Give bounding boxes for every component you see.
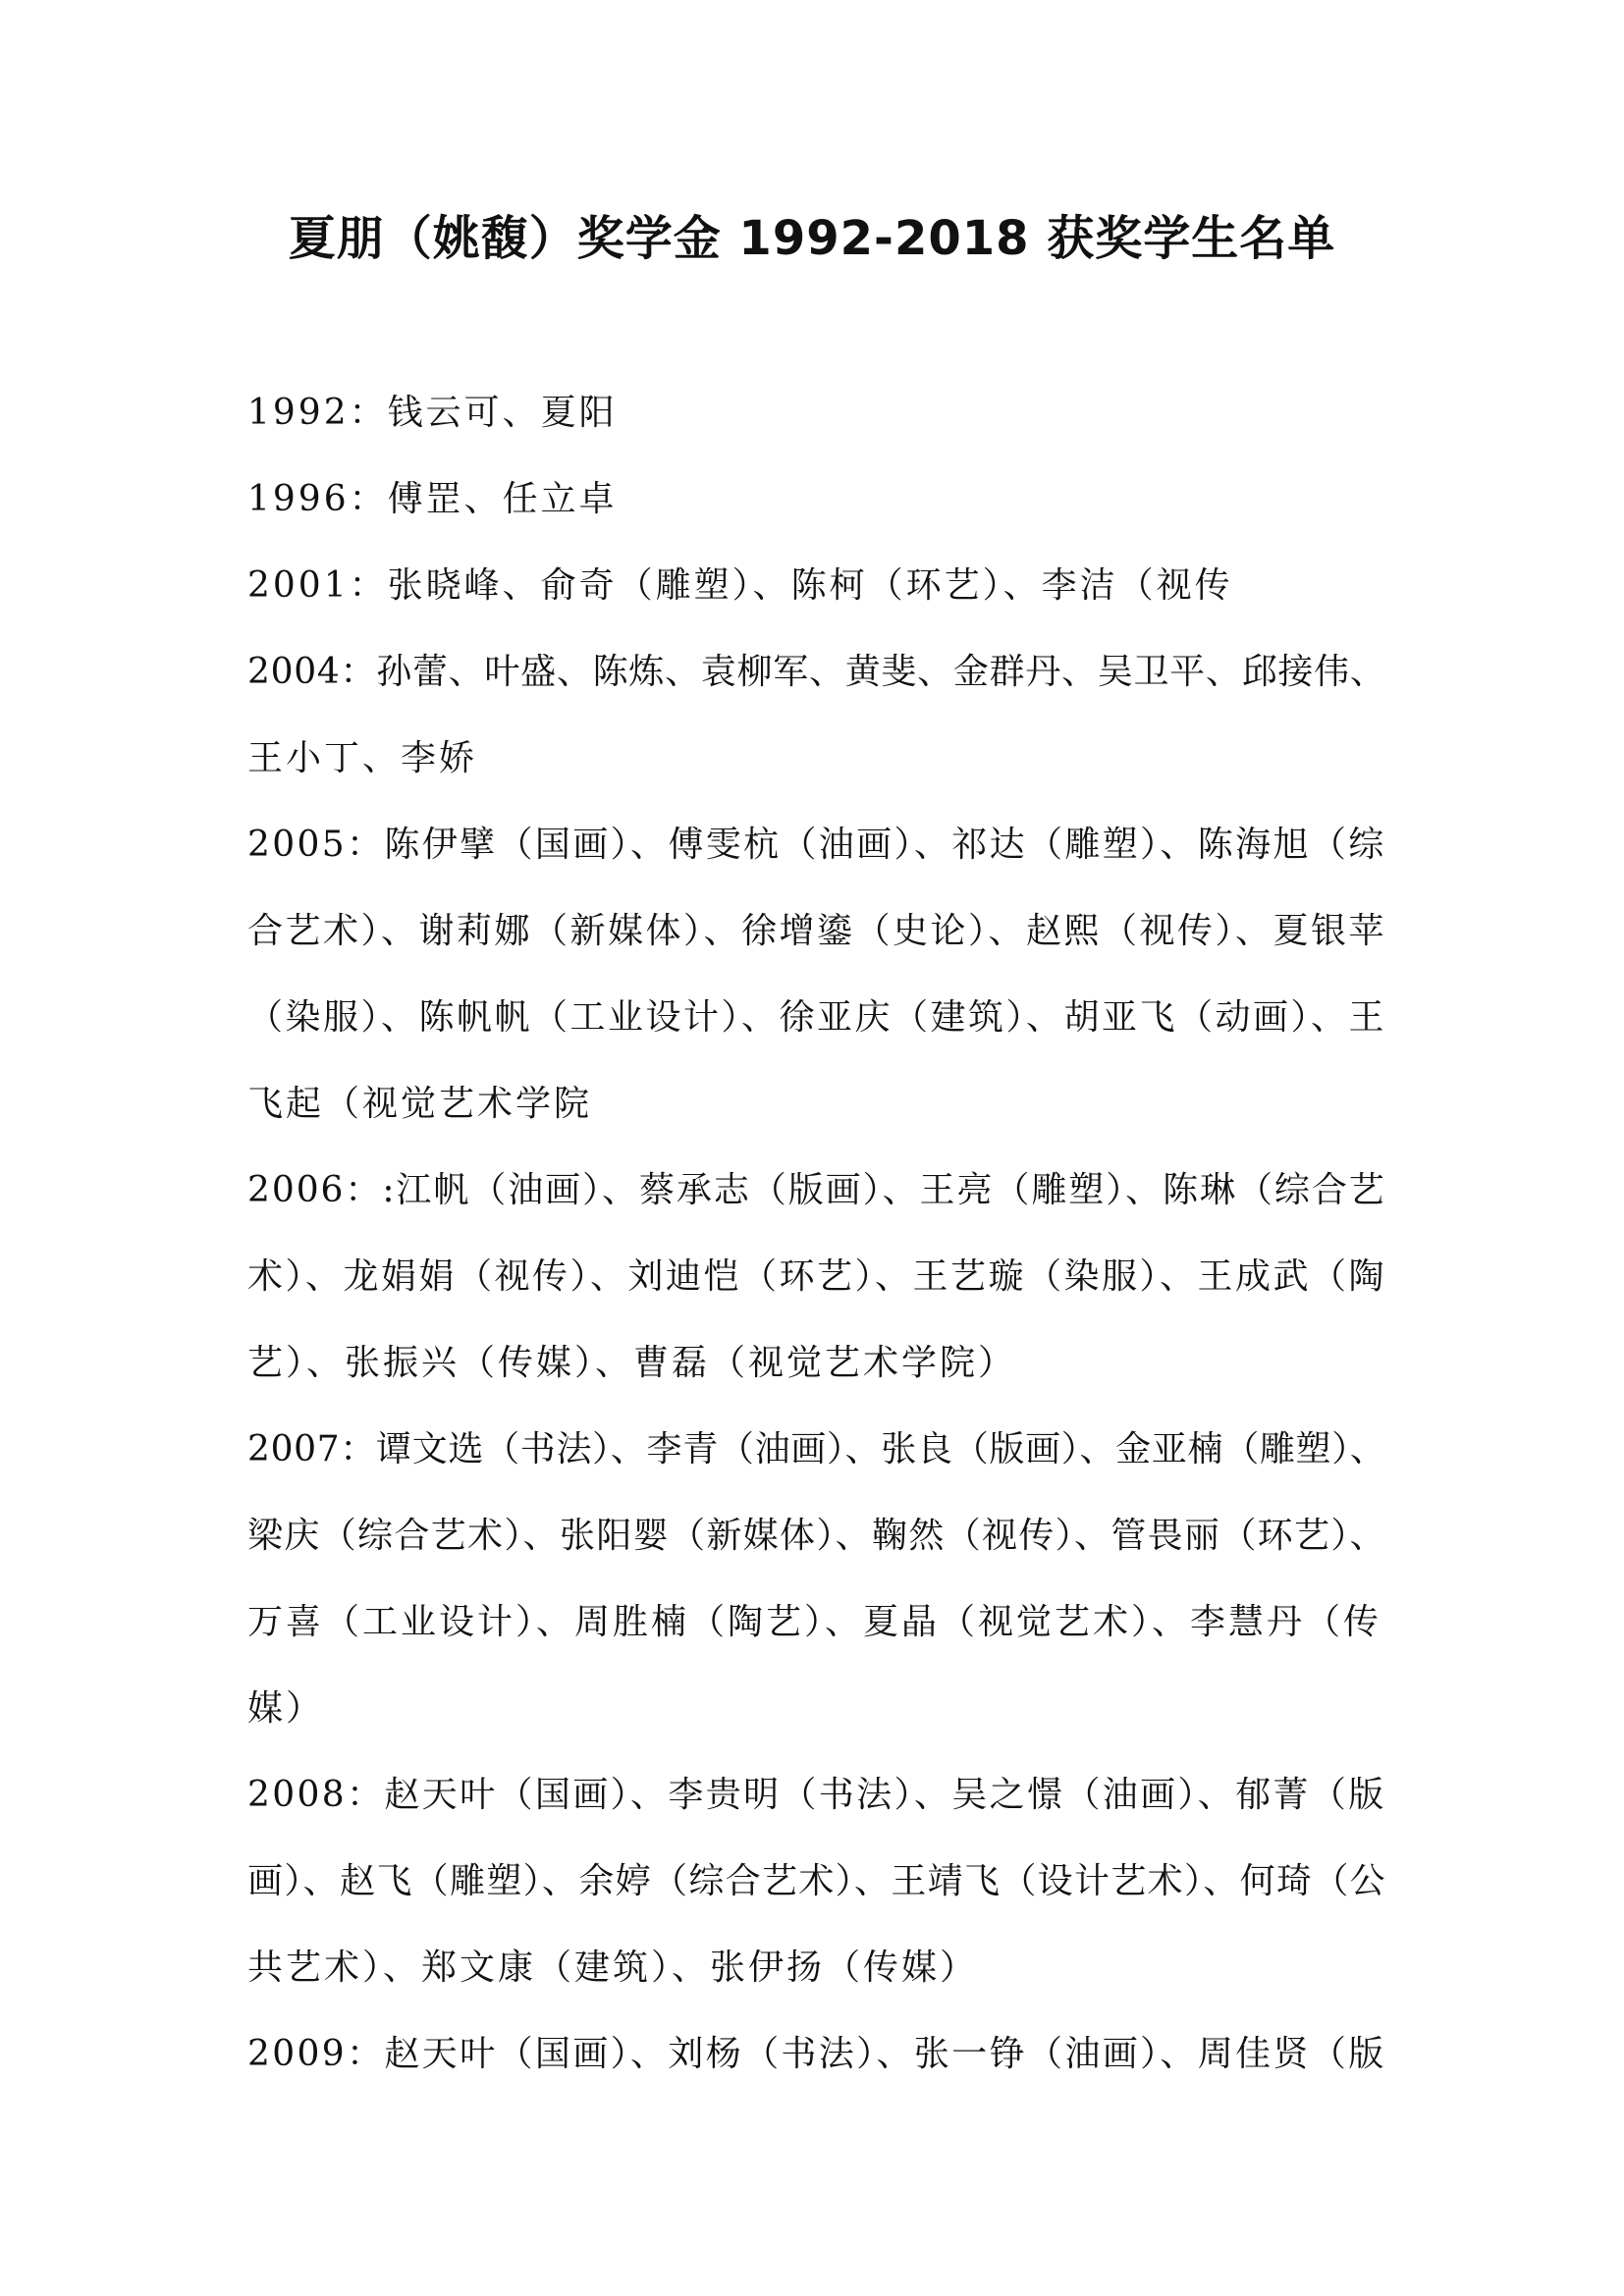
award-line-2004: 2004：孙蕾、叶盛、陈炼、袁柳军、黄斐、金群丹、吴卫平、邱接伟、 <box>247 652 1386 692</box>
award-line-2004-cont: 王小丁、李娇 <box>247 738 478 778</box>
award-line-2006-cont: 术）、龙娟娟（视传）、刘迪恺（环艺）、王艺璇（染服）、王成武（陶 <box>247 1256 1387 1297</box>
award-line-2006: 2006：:江帆（油画）、蔡承志（版画）、王亮（雕塑）、陈琳（综合艺 <box>247 1170 1386 1210</box>
award-line-2007-cont: 梁庆（综合艺术）、张阳婴（新媒体）、鞠然（视传）、管畏丽（环艺）、 <box>247 1516 1387 1556</box>
award-line-1996: 1996：傅罡、任立卓 <box>247 479 618 519</box>
award-line-2005: 2005：陈伊擘（国画）、傅雯杭（油画）、祁达（雕塑）、陈海旭（综 <box>247 825 1386 865</box>
award-line-2007: 2007：谭文选（书法）、李青（油画）、张良（版画）、金亚楠（雕塑）、 <box>247 1429 1386 1469</box>
award-line-2005-cont: （染服）、陈帆帆（工业设计）、徐亚庆（建筑）、胡亚飞（动画）、王 <box>247 997 1387 1038</box>
award-line-2007-cont: 万喜（工业设计）、周胜楠（陶艺）、夏晶（视觉艺术）、李慧丹（传 <box>247 1602 1382 1642</box>
award-line-2008-cont: 共艺术）、郑文康（建筑）、张伊扬（传媒） <box>247 1948 979 1988</box>
award-line-2005-cont: 飞起（视觉艺术学院 <box>247 1084 593 1124</box>
award-line-2008: 2008：赵天叶（国画）、李贵明（书法）、吴之憬（油画）、郁菁（版 <box>247 1775 1386 1815</box>
award-line-2001: 2001：张晓峰、俞奇（雕塑）、陈柯（环艺）、李洁（视传 <box>247 565 1233 606</box>
award-line-2005-cont: 合艺术）、谢莉娜（新媒体）、徐增鎏（史论）、赵熙（视传）、夏银苹 <box>247 911 1387 951</box>
award-line-2006-cont: 艺）、张振兴（传媒）、曹磊（视觉艺术学院） <box>247 1343 1017 1383</box>
award-line-2007-cont: 媒） <box>247 1688 325 1729</box>
award-line-2008-cont: 画）、赵飞（雕塑）、余婷（综合艺术）、王靖飞（设计艺术）、何琦（公 <box>247 1861 1387 1901</box>
award-line-1992: 1992：钱云可、夏阳 <box>247 393 618 433</box>
award-line-2009: 2009：赵天叶（国画）、刘杨（书法）、张一铮（油画）、周佳贤（版 <box>247 2034 1386 2074</box>
document-title: 夏朋（姚馥）奖学金 1992-2018 获奖学生名单 <box>288 211 1336 266</box>
